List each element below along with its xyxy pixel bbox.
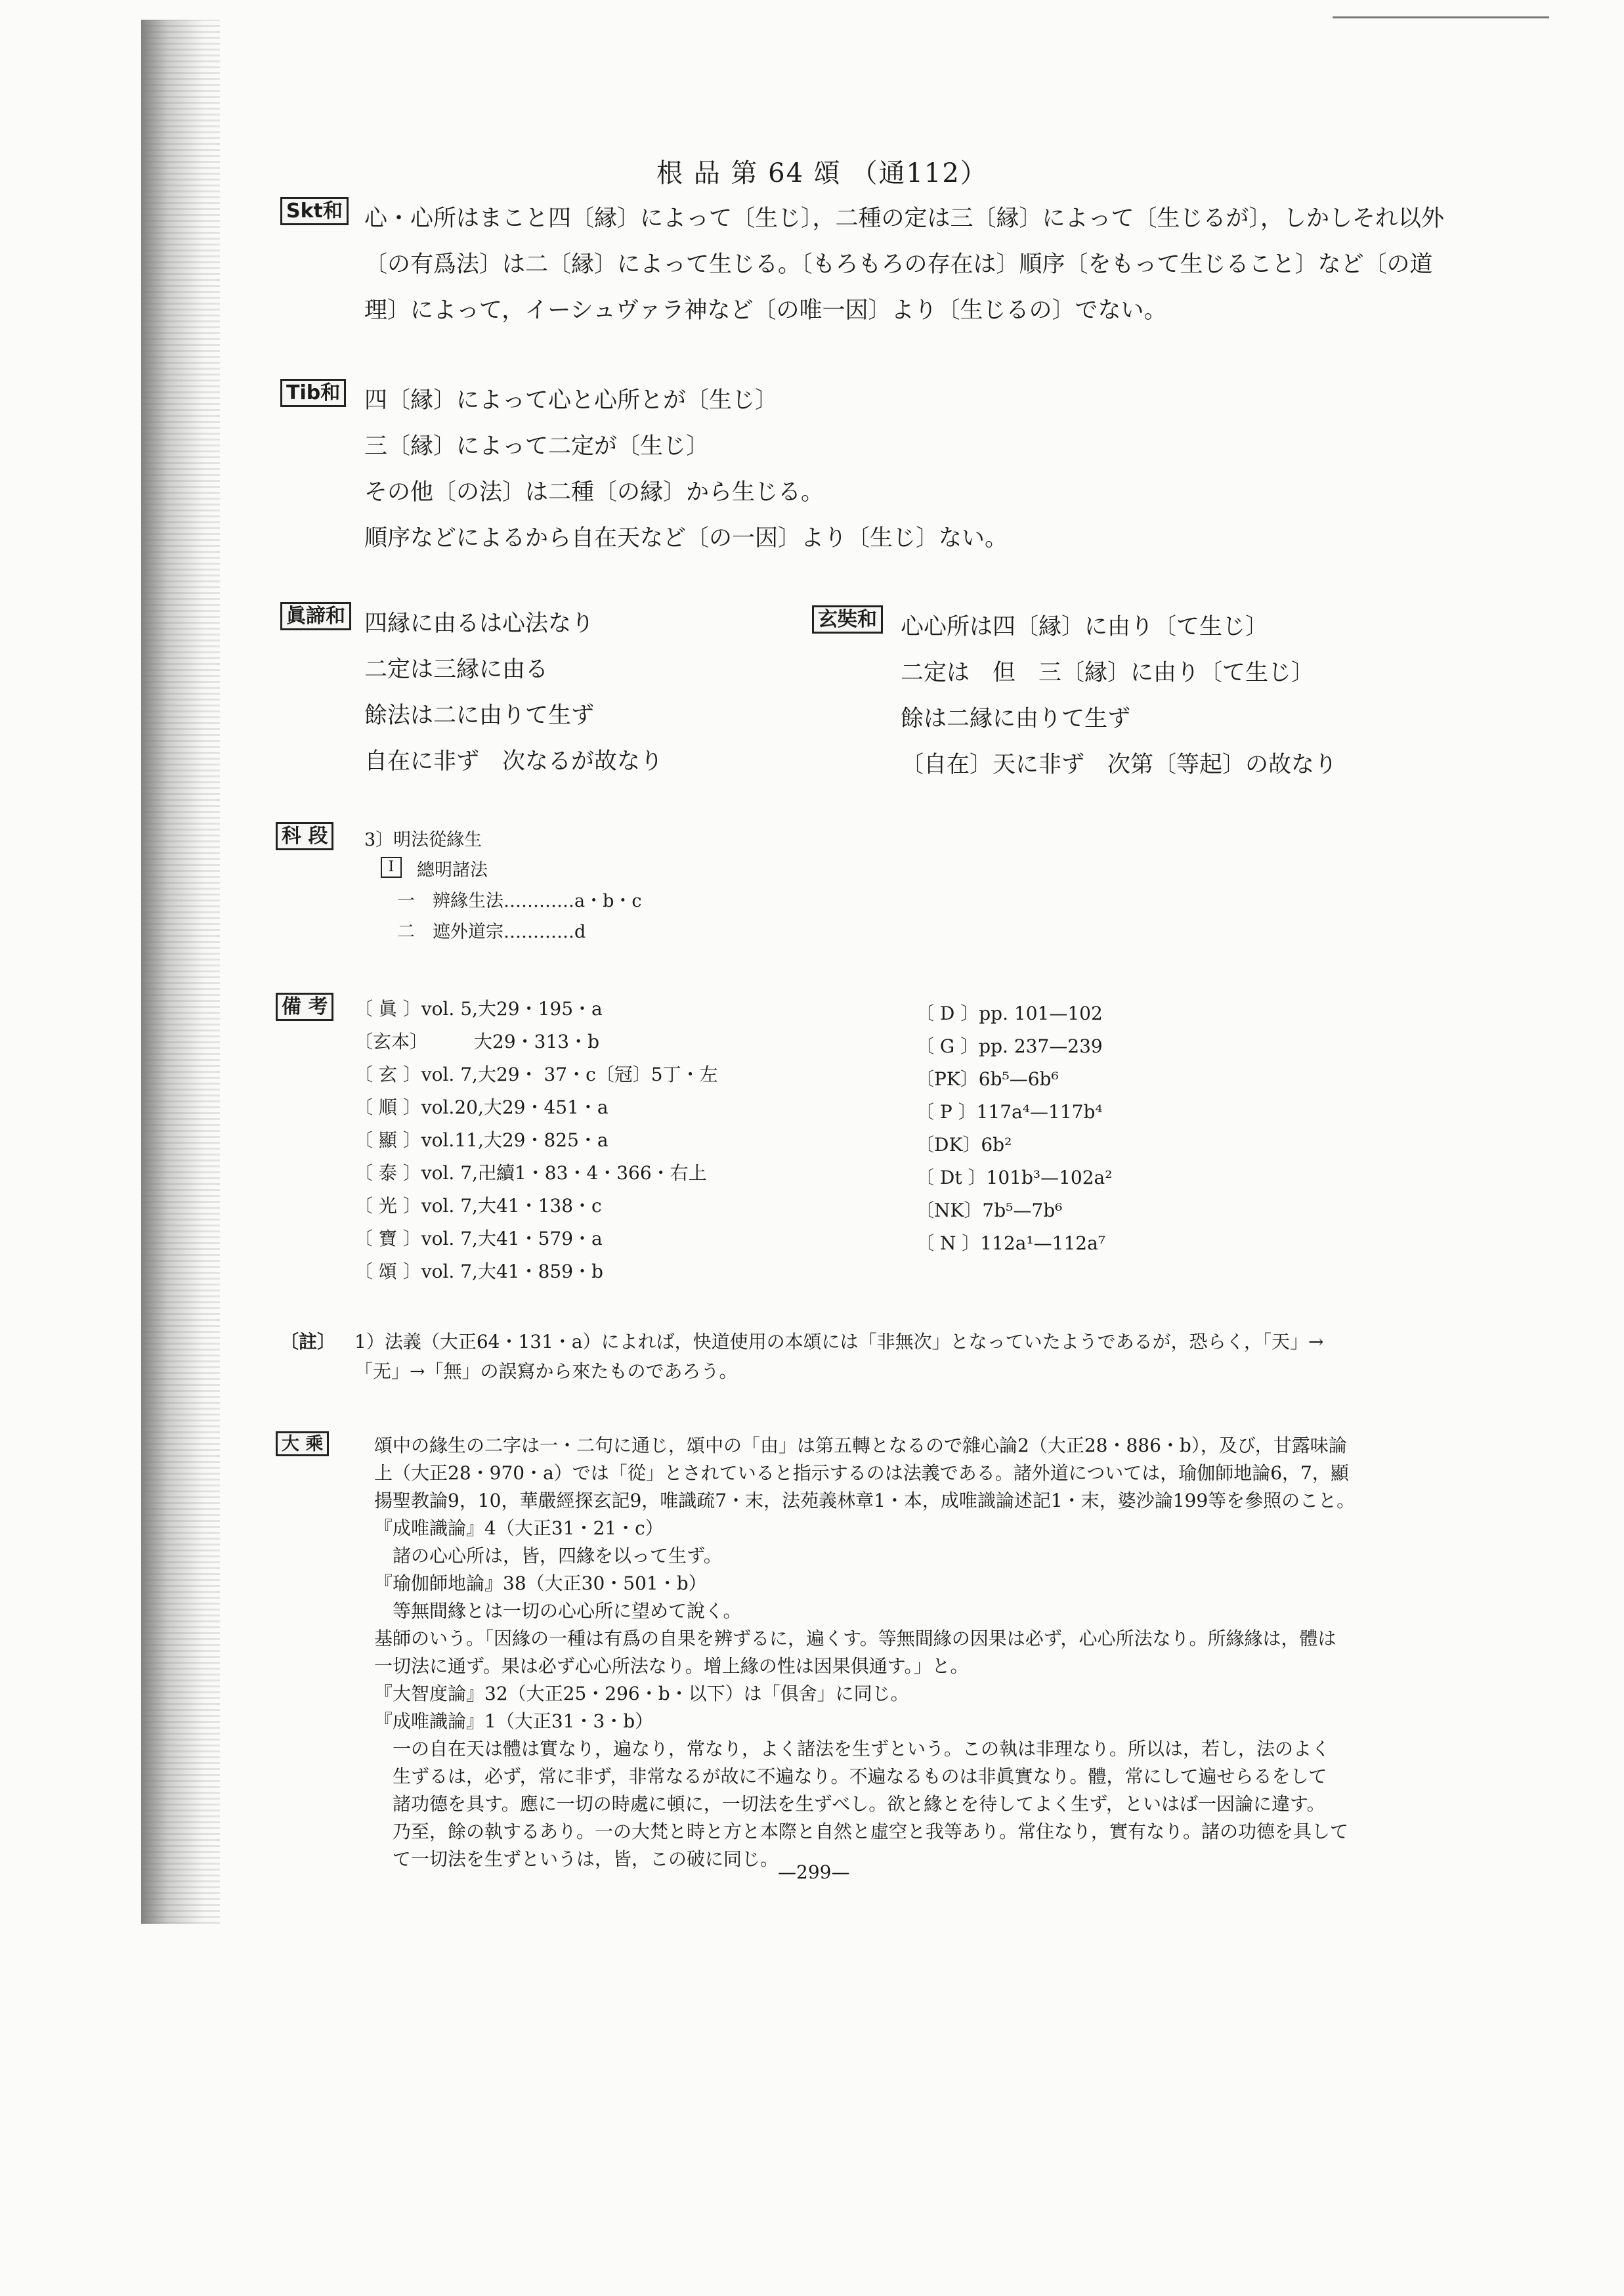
mahayana-line-1: 頌中の緣生の二字は一・二句に通じ，頌中の「由」は第五轉となるので雜心論2（大正28・886・b），及び，甘露味論 (374, 1435, 1347, 1456)
skt-line-2: 〔の有爲法〕は二〔縁〕によって生じる。〔もろもろの存在は〕順序〔をもって生じること〕など〔の道 (364, 251, 1433, 278)
mahayana-line-4: 『成唯識論』4（大正31・21・c） (374, 1517, 664, 1539)
xuanzang-line-4: 〔自在〕天に非ず 次第〔等起〕の故なり (901, 752, 1338, 778)
section-tag-references: 備 考 (276, 993, 333, 1021)
section-tag-paramartha: 眞諦和 (280, 602, 351, 630)
reference-right-4: 〔 P 〕117a⁴—117b⁴ (916, 1101, 1103, 1123)
paramartha-line-1: 四縁に由るは心法なり (364, 611, 595, 637)
section-tag-tib: Tib和 (280, 379, 346, 407)
mahayana-line-5: 諸の心心所は，皆，四緣を以って生ず。 (374, 1545, 722, 1567)
mahayana-line-6: 『瑜伽師地論』38（大正30・501・b） (374, 1572, 707, 1594)
tib-line-4: 順序などによるから自在天など〔の一因〕より〔生じ〕ない。 (364, 525, 1008, 552)
paramartha-line-3: 餘法は二に由りて生ず (364, 703, 595, 729)
reference-left-6: 〔 泰 〕vol. 7,卍續1・83・4・366・右上 (354, 1162, 707, 1184)
page-number: —299— (778, 1861, 850, 1883)
mahayana-line-11: 『成唯識論』1（大正31・3・b） (374, 1710, 654, 1732)
xuanzang-line-1: 心心所は四〔縁〕に由り〔て生じ〕 (901, 614, 1269, 640)
reference-left-5: 〔 顯 〕vol.11,大29・825・a (354, 1129, 609, 1151)
footnote-tag: 〔註〕 (280, 1331, 336, 1353)
mahayana-line-14: 諸功德を具す。應に一切の時處に頓に，一切法を生ずべし。欲と緣とを待してよく生ず，といはば一因論に違す。 (374, 1793, 1325, 1815)
xuanzang-line-2: 二定は 但 三〔縁〕に由り〔て生じ〕 (901, 660, 1315, 686)
section-tag-xuanzang: 玄奘和 (812, 605, 883, 634)
reference-right-8: 〔 N 〕112a¹—112a⁷ (916, 1232, 1106, 1254)
outline-sub: 總明諸法 (417, 860, 488, 880)
reference-right-3: 〔PK〕6b⁵—6b⁶ (916, 1068, 1059, 1090)
mahayana-line-16: て一切法を生ずというは，皆，この破に同じ。 (374, 1848, 779, 1870)
reference-left-1: 〔 眞 〕vol. 5,大29・195・a (354, 998, 603, 1020)
mahayana-line-12: 一の自在天は體は實なり，遍なり，常なり，よく諸法を生ずという。この執は非理なり。所以は，若し，法のよく (374, 1738, 1331, 1760)
tib-line-2: 三〔縁〕によって二定が〔生じ〕 (364, 433, 710, 460)
section-tag-skt: Skt和 (280, 197, 349, 225)
mahayana-line-8: 基師のいう。「因緣の一種は有爲の自果を辨ずるに，遍くす。等無間緣の因果は必ず，心心所法なり。所緣緣は，體は (374, 1628, 1336, 1649)
tib-line-1: 四〔縁〕によって心と心所とが〔生じ〕 (364, 387, 779, 414)
outline-item-1: 一 辨緣生法…………a・b・c (397, 891, 642, 911)
reference-left-7: 〔 光 〕vol. 7,大41・138・c (354, 1195, 602, 1217)
reference-right-1: 〔 D 〕pp. 101—102 (916, 1003, 1103, 1024)
outline-item-2: 二 遮外道宗…………d (397, 922, 586, 942)
reference-left-8: 〔 寶 〕vol. 7,大41・579・a (354, 1228, 603, 1249)
reference-left-3: 〔 玄 〕vol. 7,大29・ 37・c〔冠〕5丁・左 (354, 1064, 718, 1085)
reference-right-6: 〔 Dt 〕101b³—102a² (916, 1167, 1113, 1188)
paramartha-line-2: 二定は三縁に由る (364, 657, 549, 683)
mahayana-line-10: 『大智度論』32（大正25・296・b・以下）は「俱舍」に同じ。 (374, 1683, 909, 1704)
footnote-line-1: 1）法義（大正64・131・a）によれば，快道使用の本頌には「非無次」となっていたようであるが，恐らく，「天」→ (354, 1331, 1324, 1353)
tib-line-3: その他〔の法〕は二種〔の縁〕から生じる。 (364, 479, 824, 506)
top-rule (1333, 16, 1549, 18)
page-title: 根 品 第 64 頌 （通112） (656, 158, 988, 188)
skt-line-1: 心・心所はまこと四〔縁〕によって〔生じ〕，二種の定は三〔縁〕によって〔生じるが〕，しかしそれ以外 (364, 206, 1445, 232)
mahayana-line-7: 等無間緣とは一切の心心所に望めて說く。 (374, 1600, 742, 1622)
reference-left-9: 〔 頌 〕vol. 7,大41・859・b (354, 1261, 603, 1282)
paramartha-line-4: 自在に非ず 次なるが故なり (364, 748, 664, 775)
section-tag-outline: 科 段 (276, 822, 333, 850)
mahayana-line-3: 揚聖教論9，10，華嚴經探玄記9，唯識疏7・末，法苑義林章1・本，成唯識論述記1・末，婆沙論199等を參照のこと。 (374, 1490, 1356, 1511)
mahayana-line-15: 乃至，餘の執するあり。一の大梵と時と方と本際と自然と虛空と我等あり。常住なり，實有なり。諸の功德を具して (374, 1821, 1349, 1842)
outline-heading: 3〕明法從緣生 (364, 830, 482, 850)
reference-right-5: 〔DK〕6b² (916, 1134, 1012, 1156)
outline-sub-marker: Ⅰ (381, 857, 402, 878)
reference-left-2: 〔玄本〕 大29・313・b (354, 1031, 599, 1052)
reference-right-2: 〔 G 〕pp. 237—239 (916, 1035, 1103, 1057)
skt-line-3: 理〕によって，イーシュヴァラ神など〔の唯一因〕より〔生じるの〕でない。 (364, 297, 1167, 324)
xuanzang-line-3: 餘は二縁に由りて生ず (901, 706, 1131, 732)
scan-shadow (141, 20, 220, 1924)
reference-left-4: 〔 順 〕vol.20,大29・451・a (354, 1096, 609, 1118)
footnote-line-2: 「无」→「無」の誤寫から來たものであろう。 (354, 1360, 738, 1382)
reference-right-7: 〔NK〕7b⁵—7b⁶ (916, 1200, 1063, 1221)
mahayana-line-9: 一切法に通ず。果は必ず心心所法なり。增上緣の性は因果俱通す。」と。 (374, 1655, 969, 1677)
mahayana-line-13: 生ずるは，必ず，常に非ず，非常なるが故に不遍なり。不遍なるものは非眞實なり。體，常にして遍せらるをして (374, 1765, 1327, 1787)
mahayana-line-2: 上（大正28・970・a）では「從」とされていると指示するのは法義である。諸外道については，瑜伽師地論6，7，顯 (374, 1462, 1349, 1484)
section-tag-mahayana: 大 乘 (276, 1431, 329, 1456)
